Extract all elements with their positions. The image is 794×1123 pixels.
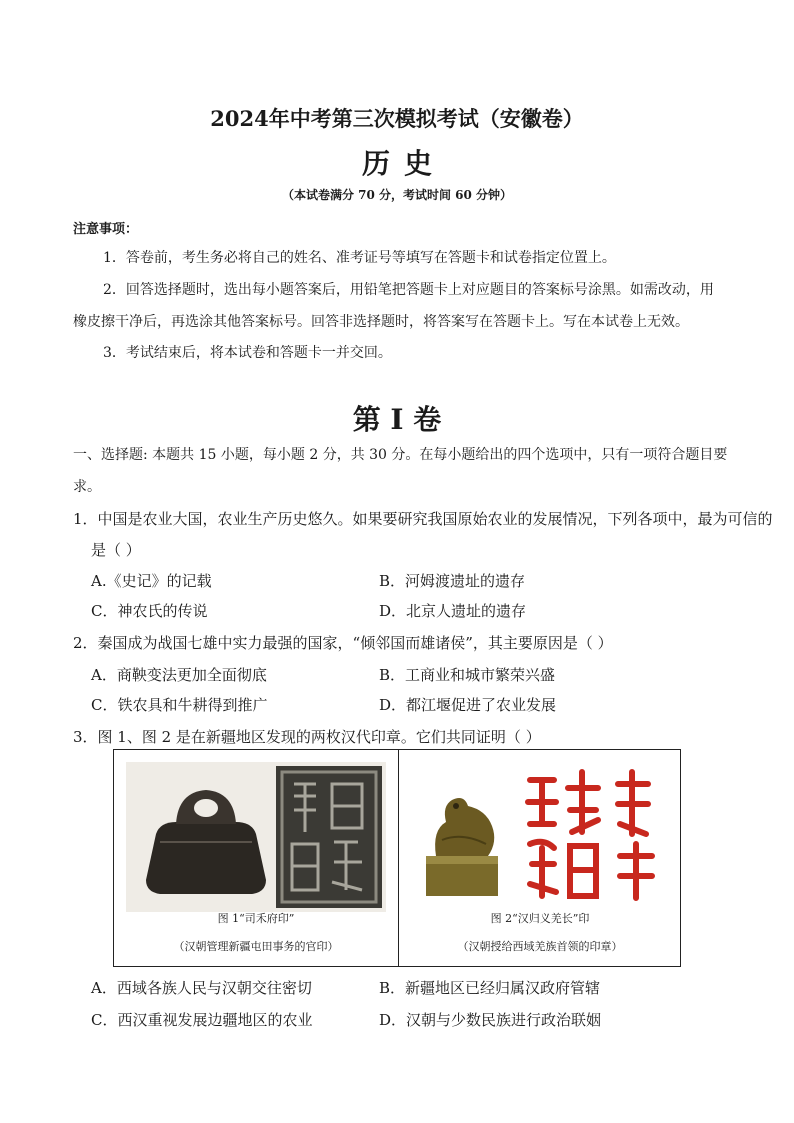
q2-option-d[interactable]: D．都江堰促进了农业发展 xyxy=(379,696,557,714)
exam-title: 2024年中考第三次模拟考试（安徽卷） xyxy=(210,106,584,131)
q1-option-c[interactable]: C．神农氏的传说 xyxy=(91,602,208,620)
fig1-note: （汉朝管理新疆屯田事务的官印） xyxy=(173,940,339,953)
q1-option-d[interactable]: D．北京人遗址的遗存 xyxy=(379,602,527,620)
q3-figure-box xyxy=(113,749,681,967)
notice-item-3: 3．考试结束后，将本试卷和答题卡一并交回。 xyxy=(103,345,392,361)
fig1-caption: 图 1“司禾府印” xyxy=(217,912,295,925)
fig2-caption: 图 2“汉归义羌长”印 xyxy=(490,912,590,925)
notice-item-1: 1．答卷前，考生务必将自己的姓名、准考证号等填写在答题卡和试卷指定位置上。 xyxy=(103,250,616,266)
q3-stem: 3．图 1、图 2 是在新疆地区发现的两枚汉代印章。它们共同证明（ ） xyxy=(73,728,541,746)
section-instruction-line1: 一、选择题: 本题共 15 小题，每小题 2 分，共 30 分。在每小题给出的四个选项中，只有一项符合题目要 xyxy=(73,447,728,463)
fig2-seal-image xyxy=(412,760,672,910)
q1-option-a[interactable]: A.《史记》的记载 xyxy=(91,572,212,590)
subject-title: 历史 xyxy=(361,147,446,180)
fig2-note: （汉朝授给西域羌族首领的印章） xyxy=(457,940,623,953)
q2-option-a[interactable]: A．商鞅变法更加全面彻底 xyxy=(91,666,267,684)
figure-divider xyxy=(398,750,399,966)
part-title: 第 I 卷 xyxy=(352,403,442,436)
q3-option-a[interactable]: A．西域各族人民与汉朝交往密切 xyxy=(91,979,312,997)
fig1-seal-image xyxy=(126,762,386,912)
notice-item-2-line2: 橡皮擦干净后，再选涂其他答案标号。回答非选择题时，将答案写在答题卡上。写在本试卷上无效。 xyxy=(73,314,689,330)
q2-option-b[interactable]: B．工商业和城市繁荣兴盛 xyxy=(379,666,556,684)
notice-item-2-line1: 2．回答选择题时，选出每小题答案后，用铅笔把答题卡上对应题目的答案标号涂黑。如需改动，用 xyxy=(103,282,714,298)
q1-stem-line1: 1．中国是农业大国，农业生产历史悠久。如果要研究我国原始农业的发展情况，下列各项中，最为可信的 xyxy=(73,510,773,528)
q1-option-b[interactable]: B．河姆渡遗址的遗存 xyxy=(379,572,526,590)
q1-stem-line2: 是（ ） xyxy=(91,541,141,559)
q2-stem: 2．秦国成为战国七雄中实力最强的国家，“倾邻国而雄诸侯”，其主要原因是（ ） xyxy=(73,634,613,652)
q2-option-c[interactable]: C．铁农具和牛耕得到推广 xyxy=(91,696,268,714)
notice-heading: 注意事项： xyxy=(73,222,139,237)
q3-option-d[interactable]: D．汉朝与少数民族进行政治联姻 xyxy=(379,1011,602,1029)
exam-note: （本试卷满分 70 分，考试时间 60 分钟） xyxy=(281,188,513,202)
q3-option-c[interactable]: C．西汉重视发展边疆地区的农业 xyxy=(91,1011,313,1029)
section-instruction-line2: 求。 xyxy=(73,479,101,495)
q3-option-b[interactable]: B．新疆地区已经归属汉政府管辖 xyxy=(379,979,601,997)
